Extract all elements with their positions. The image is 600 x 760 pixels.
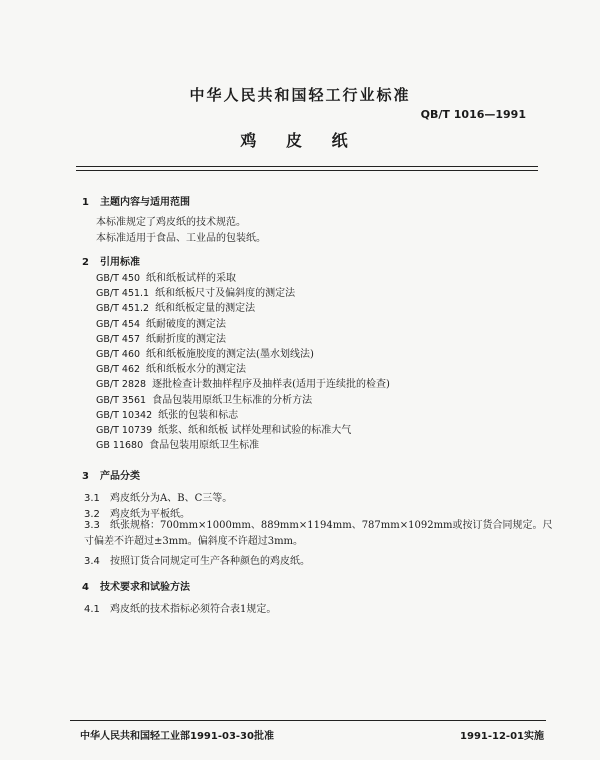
list-item: [96, 423, 390, 438]
ref-name: 纸耐破度的测定法: [146, 318, 227, 330]
section-1-title: 主题内容与适用范围: [100, 197, 190, 208]
clause-number: 3.2: [84, 509, 100, 520]
section-2-number: 2: [82, 257, 89, 268]
ref-code: GB/T 457: [96, 333, 141, 345]
ref-name: 逐批检查计数抽样程序及抽样表(适用于连续批的检查): [152, 379, 390, 391]
header-divider-top: [76, 166, 538, 167]
list-item: [96, 347, 390, 362]
ref-code: GB/T 460: [96, 348, 141, 360]
clause-number: 3.4: [84, 556, 100, 567]
clause-text: 按照订货合同规定可生产各种颜色的鸡皮纸。: [110, 556, 310, 567]
list-item: [96, 393, 390, 408]
clause-4-1: [84, 600, 276, 615]
section-1-heading: [82, 193, 190, 208]
document-title: 鸡 皮 纸: [240, 131, 360, 150]
clause-3-1: [84, 489, 232, 504]
section-3-title: 产品分类: [100, 471, 140, 482]
section-1-paragraph-2: 本标准适用于食品、工业品的包装纸。: [96, 233, 266, 244]
ref-name: 纸耐折度的测定法: [146, 333, 227, 345]
clause-number: 3.3: [84, 520, 100, 531]
referenced-standards-list: [96, 271, 390, 453]
clause-text: 鸡皮纸分为A、B、C三等。: [110, 493, 233, 504]
list-item: [96, 271, 390, 286]
ref-code: GB/T 454: [96, 318, 141, 330]
section-4-heading: [82, 578, 190, 593]
clause-text: 纸张规格：700mm×1000mm、889mm×1194mm、787mm×1092mm或按订货合同规定。尺寸偏差不许超过±3mm。偏斜度不许超过3mm。: [84, 520, 553, 547]
ref-name: 纸和纸板尺寸及偏斜度的测定法: [155, 288, 296, 300]
clause-3-4: [84, 552, 310, 567]
footer-divider: [70, 720, 546, 721]
header-divider-bottom: [76, 170, 538, 171]
section-2-heading: [82, 253, 140, 268]
list-item: [96, 286, 390, 301]
list-item: [96, 317, 390, 332]
list-item: [96, 377, 390, 392]
list-item: [96, 332, 390, 347]
ref-code: GB 11680: [96, 440, 144, 452]
ref-code: GB/T 451.1: [96, 288, 150, 300]
section-4-title: 技术要求和试验方法: [100, 582, 190, 593]
ref-name: 纸和纸板试样的采取: [146, 273, 237, 284]
ref-name: 纸张的包装和标志: [158, 409, 239, 421]
clause-3-3: [84, 518, 554, 550]
ref-code: GB/T 10739: [96, 424, 153, 436]
clause-number: 3.1: [84, 493, 100, 504]
list-item: [96, 438, 390, 453]
ref-code: GB/T 2828: [96, 379, 147, 391]
standard-code: QB/T 1016—1991: [420, 108, 526, 121]
ref-name: 纸和纸板定量的测定法: [155, 303, 256, 315]
ref-code: GB/T 3561: [96, 394, 147, 406]
ref-code: GB/T 462: [96, 364, 141, 376]
ref-name: 纸和纸板水分的测定法: [146, 364, 247, 376]
ref-name: 食品包装用原纸卫生标准: [149, 440, 260, 452]
clause-text: 鸡皮纸为平板纸。: [110, 509, 190, 520]
list-item: [96, 362, 390, 377]
ref-name: 纸和纸板施胶度的测定法(墨水划线法): [146, 348, 314, 360]
list-item: [96, 408, 390, 423]
section-3-number: 3: [82, 471, 89, 482]
section-1-paragraph-1: 本标准规定了鸡皮纸的技术规范。: [96, 217, 246, 228]
approval-statement: 中华人民共和国轻工业部1991-03-30批准: [80, 731, 274, 742]
ref-name: 食品包装用原纸卫生标准的分析方法: [152, 394, 313, 406]
list-item: [96, 301, 390, 316]
section-3-heading: [82, 467, 140, 482]
ref-name: 纸浆、纸和纸板 试样处理和试验的标准大气: [158, 424, 352, 436]
section-4-number: 4: [82, 582, 89, 593]
ref-code: GB/T 10342: [96, 409, 153, 421]
ref-code: GB/T 450: [96, 273, 141, 284]
clause-number: 4.1: [84, 604, 100, 615]
effective-date: 1991-12-01实施: [460, 731, 544, 742]
clause-text: 鸡皮纸的技术指标必须符合表1规定。: [110, 604, 277, 615]
ref-code: GB/T 451.2: [96, 303, 150, 315]
section-2-title: 引用标准: [100, 257, 140, 268]
section-1-number: 1: [82, 197, 89, 208]
issuing-organization: 中华人民共和国轻工行业标准: [189, 86, 411, 104]
